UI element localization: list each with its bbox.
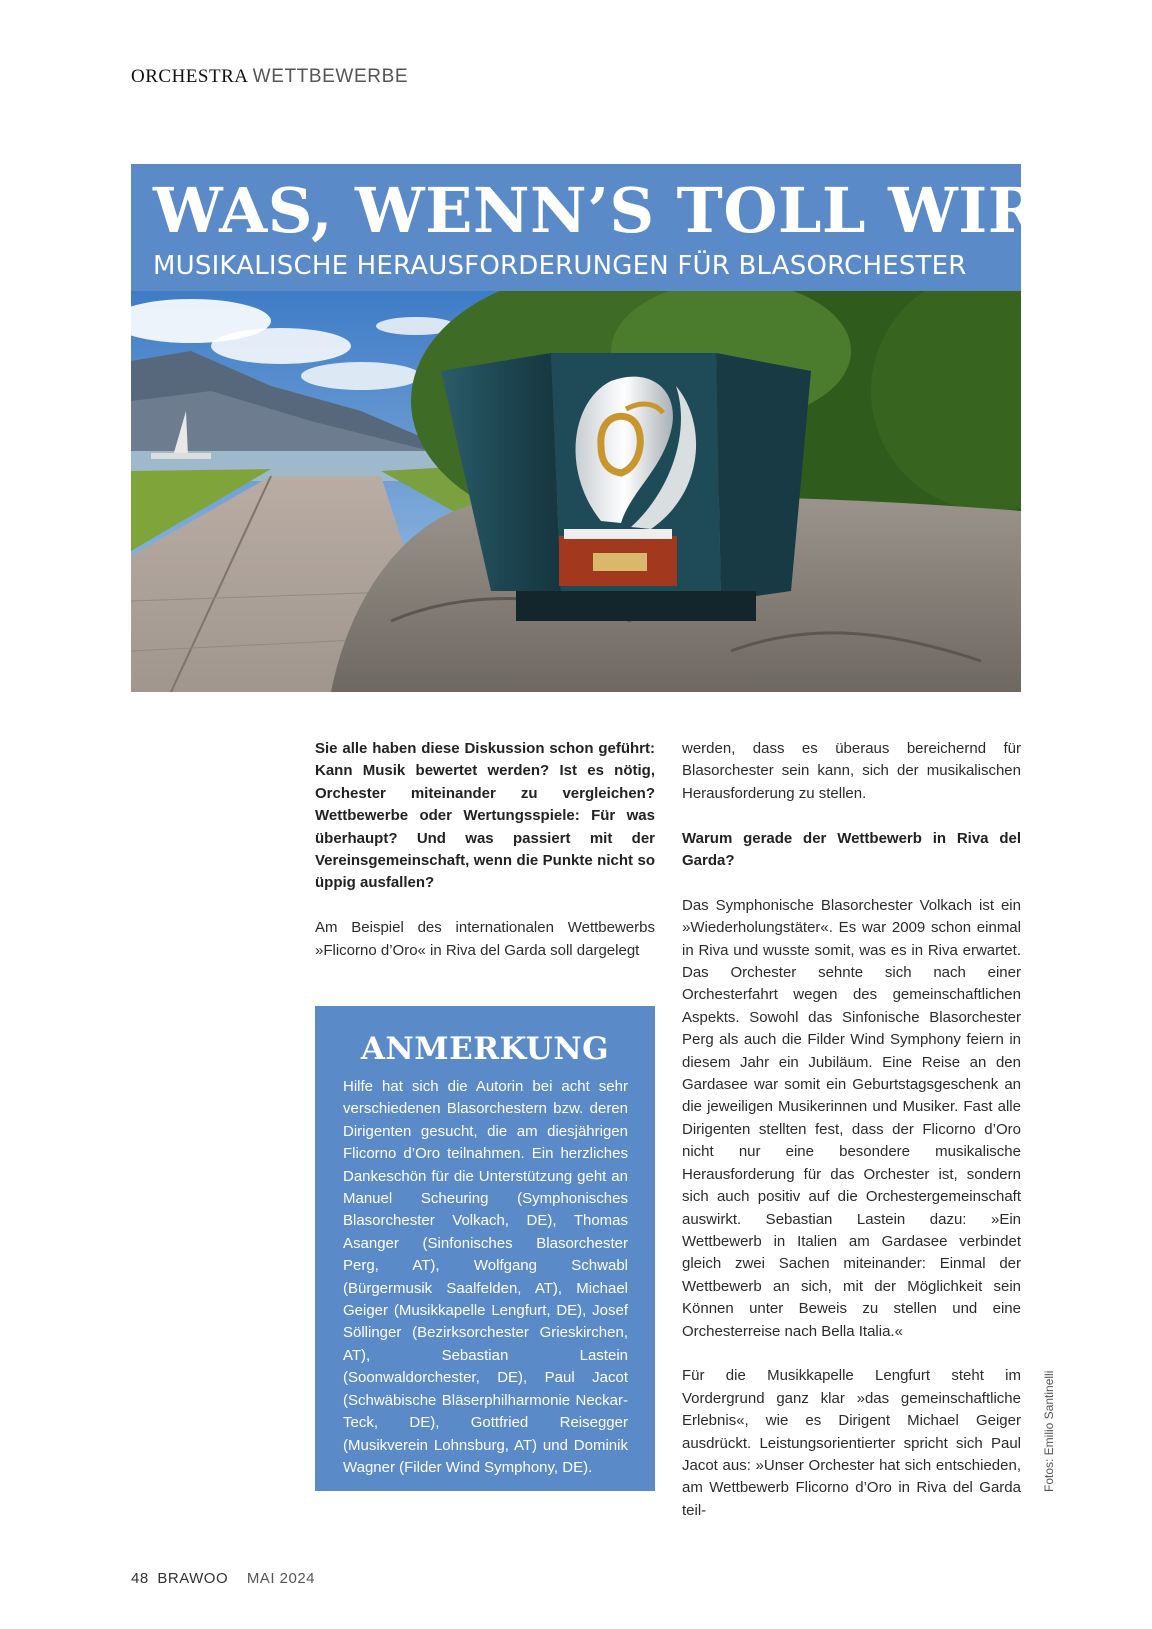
- article-column-1: [315, 738, 655, 984]
- article-paragraph: Das Symphonische Blasorchester Volkach ist ein »Wiederholungstäter«. Es war 2009 schon einmal in Riva und wusste somit, was es in Riva erwartet. Das Orchester sehnte sich nach einer Orchesterfahrt wegen des gemeinschaftlichen Aspekts. Sowohl das Sinfonische Blasorchester Perg als auch die Filder Wind Symphony feiern in diesem Jahr ein Jubiläum. Eine Reise an den Gardasee war somit ein Geburtstagsgeschenk an die jeweiligen Musikerinnen und Musiker. Fast alle Dirigenten stellten fest, dass der Flicorno d’Oro nicht nur eine besondere musikalische Herausforderung für das Orchester ist, sondern sich auch positiv auf die Orchestergemeinschaft auswirkt. Sebastian Lastein dazu: »Ein Wettbewerb in Italien am Gardasee verbindet gleich zwei Sachen miteinander: Einmal der Wettbewerb an sich, mit der Möglichkeit sein Können unter Beweis zu stellen und eine Orchesterreise nach Bella Italia.«: [682, 896, 1021, 1340]
- note-text: Hilfe hat sich die Autorin bei acht sehr verschiedenen Blasorchestern bzw. deren Dirigenten gesucht, die am diesjährigen Flicorno d’Oro teilnahmen. Ein herzliches Dankeschön für die Unterstützung geht an Manuel Scheuring (Symphonisches Blasorchester Volkach, DE), Thomas Asanger (Sinfonisches Blasorchester Perg, AT), Wolfgang Schwabl (Bürgermusik Saalfelden, AT), Michael Geiger (Musikkapelle Lengfurt, DE), Josef Söllinger (Bezirksorchester Grieskirchen, AT), Sebastian Lastein (Soonwaldorchester, DE), Paul Jacot (Schwäbische Bläserphilharmonie Neckar-Teck, DE), Gottfried Reisegger (Musikverein Lohnsburg, AT) und Dominik Wagner (Filder Wind Symphony, DE).: [343, 1078, 628, 1476]
- note-title: ANMERKUNG: [360, 1031, 610, 1067]
- article-intro: Am Beispiel des internationalen Wettbewerbs »Flicorno d’Oro« in Riva del Garda soll dargelegt: [315, 919, 655, 959]
- article-column-2: [682, 738, 1021, 1545]
- section-label: [131, 66, 408, 88]
- page-number: 48: [131, 1570, 149, 1587]
- photo-credit: [1042, 1360, 1062, 1492]
- issue-date: MAI 2024: [246, 1570, 316, 1587]
- trophy-photo-illustration: [131, 291, 1021, 692]
- page-footer: [131, 1570, 315, 1587]
- magazine-name: BRAWOO: [157, 1570, 229, 1587]
- article-headline: WAS, WENN’S TOLL WIRD?: [153, 174, 1131, 247]
- title-banner: [131, 164, 1131, 291]
- article-subheadline: MUSIKALISCHE HERAUSFORDERUNGEN FÜR BLASORCHESTER: [153, 251, 967, 281]
- section-label-bold: ORCHESTRA: [131, 66, 248, 87]
- hero-photo: [131, 291, 1021, 692]
- section-label-light: WETTBEWERBE: [252, 66, 409, 87]
- article-lead: Sie alle haben diese Diskussion schon geführt: Kann Musik bewertet werden? Ist es nötig, Orchester miteinander zu vergleichen? Wettbewerbe oder Wertungsspiele: Für was überhaupt? Und was passiert mit der Vereinsgemeinschaft, wenn die Punkte nicht so üppig ausfallen?: [315, 740, 655, 892]
- article-paragraph: werden, dass es überaus bereichernd für Blasorchester sein kann, sich der musikalischen Herausforderung zu stellen.: [682, 740, 1021, 802]
- photo-credit-text: Fotos: Emilio Santinelli: [1042, 1370, 1056, 1492]
- article-paragraph: Für die Musikkapelle Lengfurt steht im Vordergrund ganz klar »das gemeinschaftliche Erlebnis«, wie es Dirigent Michael Geiger ausdrückt. Leistungsorientierter spricht sich Paul Jacot aus: »Unser Orchester hat sich entschieden, am Wettbewerb Flicorno d’Oro in Riva del Garda teil-: [682, 1367, 1021, 1519]
- note-box: [315, 1006, 655, 1491]
- article-subhead: Warum gerade der Wettbewerb in Riva del Garda?: [682, 829, 1021, 870]
